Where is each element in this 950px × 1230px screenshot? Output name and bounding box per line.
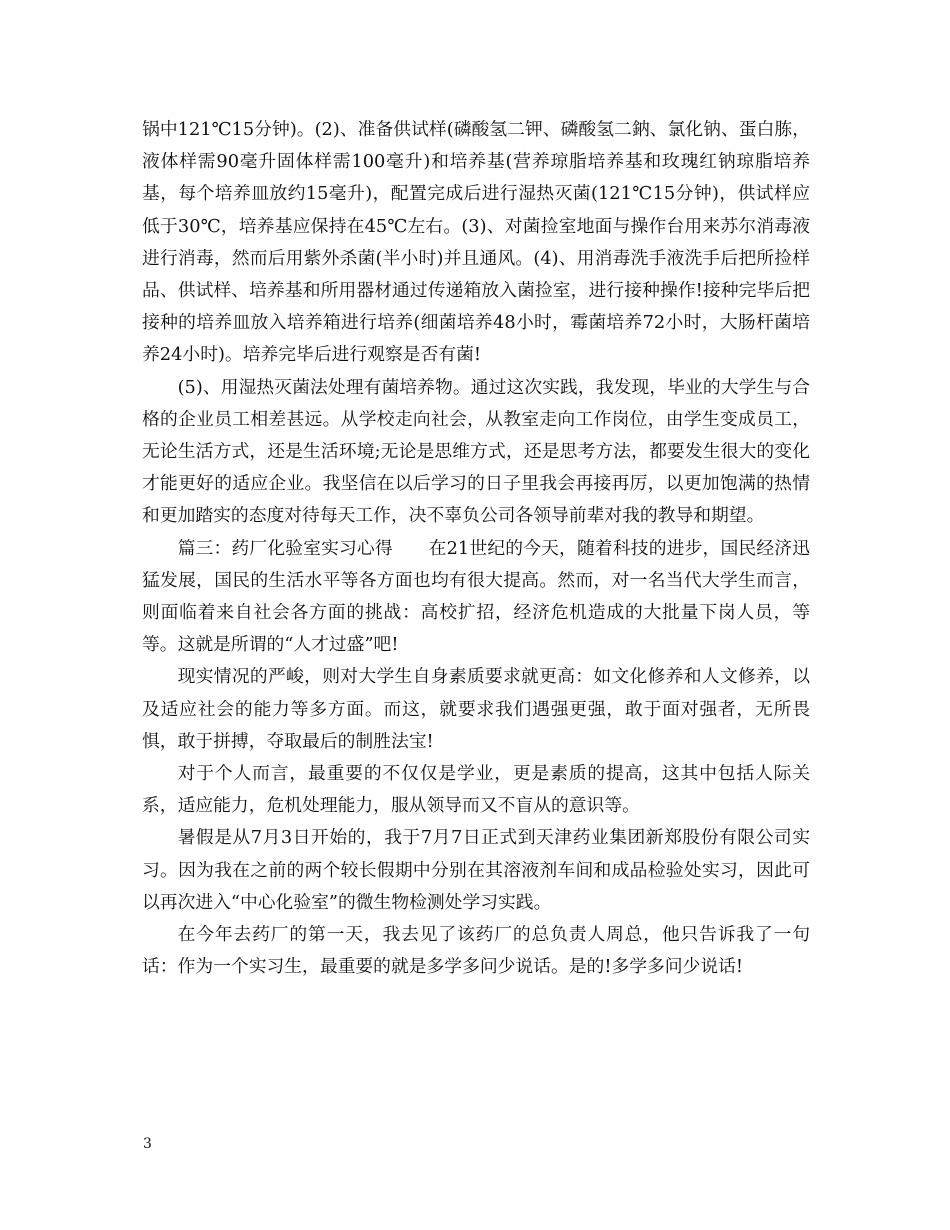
paragraph-internship-start: 暑假是从7月3日开始的，我于7月7日正式到天津药业集团新郑股份有限公司实习。因为我在之前的两个较长假期中分别在其溶液剂车间和成品检验处实习，因此可以再次进入“中心化验室”的微生物检测处学习实践。: [142, 827, 810, 913]
page-number: 3: [143, 1136, 152, 1152]
document-body: [142, 114, 810, 983]
paragraph-chapter-three-intro: 篇三：药厂化验室实习心得 在21世纪的今天，随着科技的进步，国民经济迅猛发展，国民的生活水平等各方面也均有很大提高。然而，对一名当代大学生而言，则面临着来自社会各方面的挑战：高校扩招，经济危机造成的大批量下岗人员，等等。这就是所谓的“人才过盛”吧!: [142, 537, 810, 656]
paragraph-continuation: 锅中121℃15分钟)。(2)、准备供试样(磷酸氢二钾、磷酸氢二鈉、氯化钠、蛋白胨，液体样需90毫升固体样需100毫升)和培养基(营养琼脂培养基和玫瑰红钠琼脂培养基，每个培养皿放约15毫升)，配置完成后进行湿热灭菌(121℃15分钟)，供试样应低于30℃，培养基应保持在45℃左右。(3)、对菌捡室地面与操作台用来苏尔消毒液进行消毒，然而后用紫外杀菌(半小时)并且通风。(4)、用消毒洗手液洗手后把所捡样品、供试样、培养基和所用器材通过传递箱放入菌捡室，进行接种操作!接种完毕后把接种的培养皿放入培养箱进行培养(细菌培养48小时，霉菌培养72小时，大肠杆菌培养24小时)。培养完毕后进行观察是否有菌!: [142, 119, 810, 366]
paragraph-quality-requirements: 现实情况的严峻，则对大学生自身素质要求就更高：如文化修养和人文修养，以及适应社会的能力等多方面。而这，就要求我们遇强更强，敢于面对强者，无所畏惧，敢于拼搏，夺取最后的制胜法宝!: [142, 666, 810, 752]
paragraph-sterilization: (5)、用湿热灭菌法处理有菌培养物。通过这次实践，我发现，毕业的大学生与合格的企业员工相差甚远。从学校走向社会，从教室走向工作岗位，由学生变成员工，无论生活方式，还是生活环境;无论是思维方式，还是思考方法，都要发生很大的变化才能更好的适应企业。我坚信在以后学习的日子里我会再接再厉，以更加饱满的热情和更加踏实的态度对待每天工作，决不辜负公司各领导前辈对我的教导和期望。: [142, 376, 810, 527]
paragraph-personal-qualities: 对于个人而言，最重要的不仅仅是学业，更是素质的提高，这其中包括人际关系，适应能力，危机处理能力，服从领导而又不盲从的意识等。: [142, 763, 810, 817]
paragraph-first-day: 在今年去药厂的第一天，我去见了该药厂的总负责人周总，他只告诉我了一句话：作为一个实习生，最重要的就是多学多问少说话。是的!多学多问少说话!: [142, 924, 810, 978]
